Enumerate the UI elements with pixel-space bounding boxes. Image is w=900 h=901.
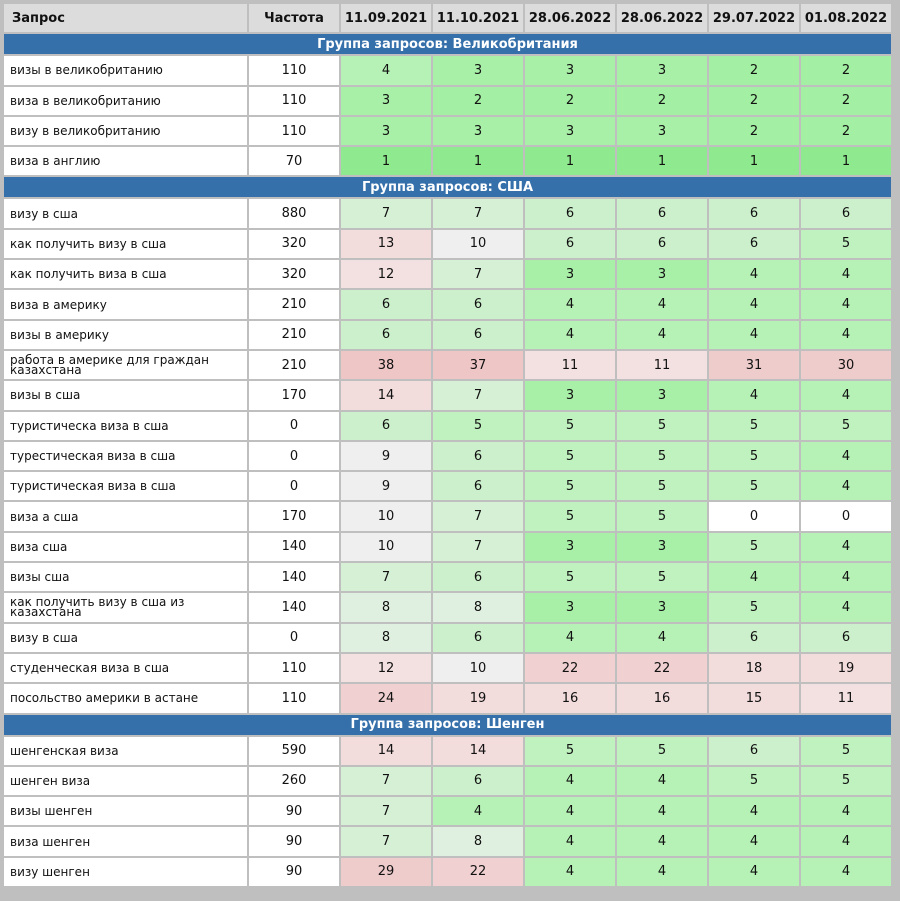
position-cell: 3 bbox=[617, 593, 707, 621]
position-cell: 9 bbox=[341, 472, 431, 500]
position-cell: 3 bbox=[617, 117, 707, 145]
position-cell: 4 bbox=[801, 563, 891, 591]
position-cell: 5 bbox=[617, 442, 707, 470]
position-cell: 5 bbox=[709, 533, 799, 561]
position-cell: 4 bbox=[801, 858, 891, 886]
position-cell: 4 bbox=[525, 767, 615, 795]
position-cell: 5 bbox=[617, 737, 707, 765]
frequency-cell: 90 bbox=[249, 858, 339, 886]
position-cell: 6 bbox=[433, 767, 523, 795]
group-header-row bbox=[4, 177, 891, 197]
table-row bbox=[4, 563, 891, 591]
position-cell: 4 bbox=[617, 321, 707, 349]
column-header-frequency[interactable]: Частота bbox=[249, 4, 339, 32]
query-cell: визы в сша bbox=[4, 381, 247, 409]
group-title: Группа запросов: Шенген bbox=[4, 715, 891, 735]
position-cell: 5 bbox=[525, 412, 615, 440]
position-cell: 5 bbox=[525, 563, 615, 591]
position-cell: 7 bbox=[433, 381, 523, 409]
position-cell: 3 bbox=[433, 117, 523, 145]
position-cell: 5 bbox=[617, 563, 707, 591]
group-header-row bbox=[4, 34, 891, 54]
table-row bbox=[4, 442, 891, 470]
table-row bbox=[4, 381, 891, 409]
frequency-cell: 110 bbox=[249, 87, 339, 115]
frequency-cell: 140 bbox=[249, 593, 339, 621]
position-cell: 3 bbox=[525, 381, 615, 409]
position-cell: 2 bbox=[525, 87, 615, 115]
position-cell: 4 bbox=[801, 442, 891, 470]
table-row bbox=[4, 797, 891, 825]
position-cell: 3 bbox=[617, 381, 707, 409]
table-row bbox=[4, 321, 891, 349]
position-cell: 5 bbox=[709, 767, 799, 795]
frequency-cell: 170 bbox=[249, 381, 339, 409]
position-cell: 6 bbox=[433, 442, 523, 470]
frequency-cell: 210 bbox=[249, 290, 339, 318]
query-cell: визу шенген bbox=[4, 858, 247, 886]
position-cell: 10 bbox=[341, 533, 431, 561]
position-cell: 16 bbox=[617, 684, 707, 712]
position-cell: 5 bbox=[709, 593, 799, 621]
position-cell: 4 bbox=[709, 321, 799, 349]
position-cell: 14 bbox=[341, 381, 431, 409]
position-cell: 5 bbox=[801, 767, 891, 795]
position-cell: 5 bbox=[709, 472, 799, 500]
position-cell: 5 bbox=[617, 412, 707, 440]
table-row bbox=[4, 737, 891, 765]
position-cell: 5 bbox=[709, 442, 799, 470]
position-cell: 4 bbox=[617, 290, 707, 318]
position-cell: 4 bbox=[433, 797, 523, 825]
position-cell: 4 bbox=[801, 321, 891, 349]
frequency-cell: 260 bbox=[249, 767, 339, 795]
position-cell: 37 bbox=[433, 351, 523, 379]
position-cell: 2 bbox=[433, 87, 523, 115]
position-cell: 6 bbox=[433, 472, 523, 500]
query-cell: визу в сша bbox=[4, 199, 247, 227]
column-header-date[interactable]: 11.09.2021 bbox=[341, 4, 431, 32]
ranking-table bbox=[2, 2, 893, 888]
table-row bbox=[4, 147, 891, 175]
position-cell: 6 bbox=[801, 624, 891, 652]
table-row bbox=[4, 56, 891, 84]
query-cell: визы в америку bbox=[4, 321, 247, 349]
position-cell: 4 bbox=[525, 827, 615, 855]
position-cell: 6 bbox=[341, 290, 431, 318]
position-cell: 8 bbox=[341, 593, 431, 621]
position-cell: 7 bbox=[341, 797, 431, 825]
position-cell: 1 bbox=[801, 147, 891, 175]
position-cell: 4 bbox=[525, 858, 615, 886]
frequency-cell: 0 bbox=[249, 442, 339, 470]
position-cell: 3 bbox=[341, 87, 431, 115]
position-cell: 3 bbox=[525, 260, 615, 288]
position-cell: 2 bbox=[709, 117, 799, 145]
position-cell: 3 bbox=[525, 593, 615, 621]
group-header-row bbox=[4, 715, 891, 735]
position-cell: 3 bbox=[525, 56, 615, 84]
position-cell: 18 bbox=[709, 654, 799, 682]
position-cell: 4 bbox=[801, 381, 891, 409]
position-cell: 5 bbox=[617, 502, 707, 530]
query-cell: туристичеcкая виза в сша bbox=[4, 472, 247, 500]
position-cell: 4 bbox=[709, 797, 799, 825]
position-cell: 6 bbox=[709, 737, 799, 765]
table-row bbox=[4, 472, 891, 500]
position-cell: 5 bbox=[801, 412, 891, 440]
position-cell: 10 bbox=[433, 230, 523, 258]
position-cell: 7 bbox=[433, 260, 523, 288]
frequency-cell: 0 bbox=[249, 624, 339, 652]
table-row bbox=[4, 858, 891, 886]
position-cell: 1 bbox=[525, 147, 615, 175]
frequency-cell: 320 bbox=[249, 230, 339, 258]
query-cell: студенческая виза в сша bbox=[4, 654, 247, 682]
position-cell: 4 bbox=[801, 472, 891, 500]
position-cell: 6 bbox=[709, 230, 799, 258]
column-header-date[interactable]: 11.10.2021 bbox=[433, 4, 523, 32]
frequency-cell: 110 bbox=[249, 117, 339, 145]
position-cell: 16 bbox=[525, 684, 615, 712]
position-cell: 4 bbox=[525, 797, 615, 825]
position-cell: 6 bbox=[433, 563, 523, 591]
position-cell: 3 bbox=[525, 533, 615, 561]
position-cell: 31 bbox=[709, 351, 799, 379]
position-cell: 4 bbox=[617, 767, 707, 795]
position-cell: 2 bbox=[617, 87, 707, 115]
position-cell: 6 bbox=[341, 412, 431, 440]
frequency-cell: 170 bbox=[249, 502, 339, 530]
query-cell: шенгенская виза bbox=[4, 737, 247, 765]
position-cell: 9 bbox=[341, 442, 431, 470]
position-cell: 4 bbox=[341, 56, 431, 84]
frequency-cell: 210 bbox=[249, 351, 339, 379]
query-cell: как получить визу в сша bbox=[4, 230, 247, 258]
query-cell: визу в великобританию bbox=[4, 117, 247, 145]
frequency-cell: 110 bbox=[249, 654, 339, 682]
query-cell: виза сша bbox=[4, 533, 247, 561]
position-cell: 11 bbox=[525, 351, 615, 379]
position-cell: 1 bbox=[617, 147, 707, 175]
query-cell: виза шенген bbox=[4, 827, 247, 855]
position-cell: 12 bbox=[341, 260, 431, 288]
position-cell: 4 bbox=[709, 290, 799, 318]
position-cell: 22 bbox=[525, 654, 615, 682]
position-cell: 4 bbox=[709, 260, 799, 288]
position-cell: 6 bbox=[709, 199, 799, 227]
position-cell: 0 bbox=[801, 502, 891, 530]
group-title: Группа запросов: Великобритания bbox=[4, 34, 891, 54]
position-cell: 3 bbox=[617, 260, 707, 288]
frequency-cell: 590 bbox=[249, 737, 339, 765]
position-cell: 6 bbox=[617, 199, 707, 227]
position-cell: 8 bbox=[433, 593, 523, 621]
position-cell: 1 bbox=[709, 147, 799, 175]
position-cell: 3 bbox=[617, 533, 707, 561]
frequency-cell: 90 bbox=[249, 827, 339, 855]
position-cell: 6 bbox=[801, 199, 891, 227]
frequency-cell: 110 bbox=[249, 684, 339, 712]
query-cell: визы в великобританию bbox=[4, 56, 247, 84]
position-cell: 3 bbox=[617, 56, 707, 84]
position-cell: 29 bbox=[341, 858, 431, 886]
position-cell: 4 bbox=[525, 290, 615, 318]
position-cell: 2 bbox=[709, 87, 799, 115]
query-cell: шенген виза bbox=[4, 767, 247, 795]
table-row bbox=[4, 260, 891, 288]
frequency-cell: 320 bbox=[249, 260, 339, 288]
position-cell: 4 bbox=[801, 593, 891, 621]
query-cell: визy в сша bbox=[4, 624, 247, 652]
table-row bbox=[4, 533, 891, 561]
table-row bbox=[4, 199, 891, 227]
position-cell: 4 bbox=[525, 321, 615, 349]
position-cell: 6 bbox=[433, 321, 523, 349]
position-cell: 6 bbox=[433, 624, 523, 652]
position-cell: 0 bbox=[709, 502, 799, 530]
position-cell: 5 bbox=[709, 412, 799, 440]
position-cell: 5 bbox=[617, 472, 707, 500]
position-cell: 7 bbox=[433, 502, 523, 530]
position-cell: 7 bbox=[433, 199, 523, 227]
position-cell: 1 bbox=[433, 147, 523, 175]
query-cell: туристическа виза в сша bbox=[4, 412, 247, 440]
position-cell: 2 bbox=[709, 56, 799, 84]
position-cell: 10 bbox=[433, 654, 523, 682]
frequency-cell: 880 bbox=[249, 199, 339, 227]
position-cell: 22 bbox=[617, 654, 707, 682]
position-cell: 4 bbox=[801, 797, 891, 825]
position-cell: 7 bbox=[341, 767, 431, 795]
position-cell: 6 bbox=[341, 321, 431, 349]
frequency-cell: 140 bbox=[249, 533, 339, 561]
query-cell: турестическая виза в сша bbox=[4, 442, 247, 470]
position-cell: 4 bbox=[801, 533, 891, 561]
position-cell: 4 bbox=[801, 827, 891, 855]
position-cell: 22 bbox=[433, 858, 523, 886]
position-cell: 4 bbox=[709, 563, 799, 591]
position-cell: 4 bbox=[709, 858, 799, 886]
position-cell: 13 bbox=[341, 230, 431, 258]
column-header-date[interactable]: 28.06.2022 bbox=[617, 4, 707, 32]
position-cell: 7 bbox=[433, 533, 523, 561]
position-cell: 7 bbox=[341, 199, 431, 227]
query-cell: виза в великобританию bbox=[4, 87, 247, 115]
position-cell: 4 bbox=[617, 827, 707, 855]
frequency-cell: 210 bbox=[249, 321, 339, 349]
table-row bbox=[4, 767, 891, 795]
table-row bbox=[4, 684, 891, 712]
column-header-date[interactable]: 01.08.2022 bbox=[801, 4, 891, 32]
table-row bbox=[4, 290, 891, 318]
position-cell: 8 bbox=[341, 624, 431, 652]
position-cell: 24 bbox=[341, 684, 431, 712]
table-row bbox=[4, 351, 891, 379]
position-cell: 1 bbox=[341, 147, 431, 175]
table-row bbox=[4, 230, 891, 258]
position-cell: 15 bbox=[709, 684, 799, 712]
position-cell: 4 bbox=[617, 797, 707, 825]
position-cell: 3 bbox=[525, 117, 615, 145]
position-cell: 11 bbox=[801, 684, 891, 712]
query-cell: посольство америки в астане bbox=[4, 684, 247, 712]
position-cell: 6 bbox=[525, 199, 615, 227]
position-cell: 4 bbox=[801, 290, 891, 318]
position-cell: 5 bbox=[801, 230, 891, 258]
query-cell: работа в америке для граждан казахстана bbox=[4, 351, 247, 379]
header-row bbox=[4, 4, 891, 32]
table-row bbox=[4, 624, 891, 652]
frequency-cell: 0 bbox=[249, 472, 339, 500]
position-cell: 6 bbox=[709, 624, 799, 652]
column-header-query[interactable]: Запрос bbox=[4, 4, 247, 32]
query-cell: виза в англию bbox=[4, 147, 247, 175]
position-cell: 30 bbox=[801, 351, 891, 379]
column-header-date[interactable]: 28.06.2022 bbox=[525, 4, 615, 32]
frequency-cell: 70 bbox=[249, 147, 339, 175]
table-row bbox=[4, 593, 891, 621]
position-cell: 7 bbox=[341, 563, 431, 591]
group-title: Группа запросов: США bbox=[4, 177, 891, 197]
position-cell: 4 bbox=[525, 624, 615, 652]
position-cell: 3 bbox=[433, 56, 523, 84]
position-cell: 14 bbox=[341, 737, 431, 765]
position-cell: 3 bbox=[341, 117, 431, 145]
query-cell: виза а сша bbox=[4, 502, 247, 530]
position-cell: 12 bbox=[341, 654, 431, 682]
position-cell: 10 bbox=[341, 502, 431, 530]
position-cell: 2 bbox=[801, 87, 891, 115]
position-cell: 5 bbox=[801, 737, 891, 765]
position-cell: 4 bbox=[801, 260, 891, 288]
table-row bbox=[4, 412, 891, 440]
query-cell: как получить виза в сша bbox=[4, 260, 247, 288]
position-cell: 5 bbox=[525, 442, 615, 470]
query-cell: визы шенген bbox=[4, 797, 247, 825]
position-cell: 4 bbox=[709, 381, 799, 409]
position-cell: 7 bbox=[341, 827, 431, 855]
query-cell: как получить визу в сша из казахстана bbox=[4, 593, 247, 621]
table-row bbox=[4, 87, 891, 115]
position-cell: 4 bbox=[617, 624, 707, 652]
position-cell: 19 bbox=[433, 684, 523, 712]
position-cell: 19 bbox=[801, 654, 891, 682]
position-cell: 4 bbox=[709, 827, 799, 855]
position-cell: 5 bbox=[525, 472, 615, 500]
position-cell: 8 bbox=[433, 827, 523, 855]
table-row bbox=[4, 502, 891, 530]
position-cell: 2 bbox=[801, 56, 891, 84]
frequency-cell: 140 bbox=[249, 563, 339, 591]
position-cell: 5 bbox=[525, 737, 615, 765]
column-header-date[interactable]: 29.07.2022 bbox=[709, 4, 799, 32]
query-cell: визы сша bbox=[4, 563, 247, 591]
position-cell: 2 bbox=[801, 117, 891, 145]
table-row bbox=[4, 654, 891, 682]
position-cell: 14 bbox=[433, 737, 523, 765]
position-cell: 11 bbox=[617, 351, 707, 379]
frequency-cell: 0 bbox=[249, 412, 339, 440]
position-cell: 6 bbox=[525, 230, 615, 258]
table-row bbox=[4, 117, 891, 145]
position-cell: 6 bbox=[433, 290, 523, 318]
frequency-cell: 90 bbox=[249, 797, 339, 825]
position-cell: 38 bbox=[341, 351, 431, 379]
position-cell: 5 bbox=[433, 412, 523, 440]
table-row bbox=[4, 827, 891, 855]
position-cell: 5 bbox=[525, 502, 615, 530]
position-cell: 6 bbox=[617, 230, 707, 258]
position-cell: 4 bbox=[617, 858, 707, 886]
query-cell: виза в америку bbox=[4, 290, 247, 318]
frequency-cell: 110 bbox=[249, 56, 339, 84]
